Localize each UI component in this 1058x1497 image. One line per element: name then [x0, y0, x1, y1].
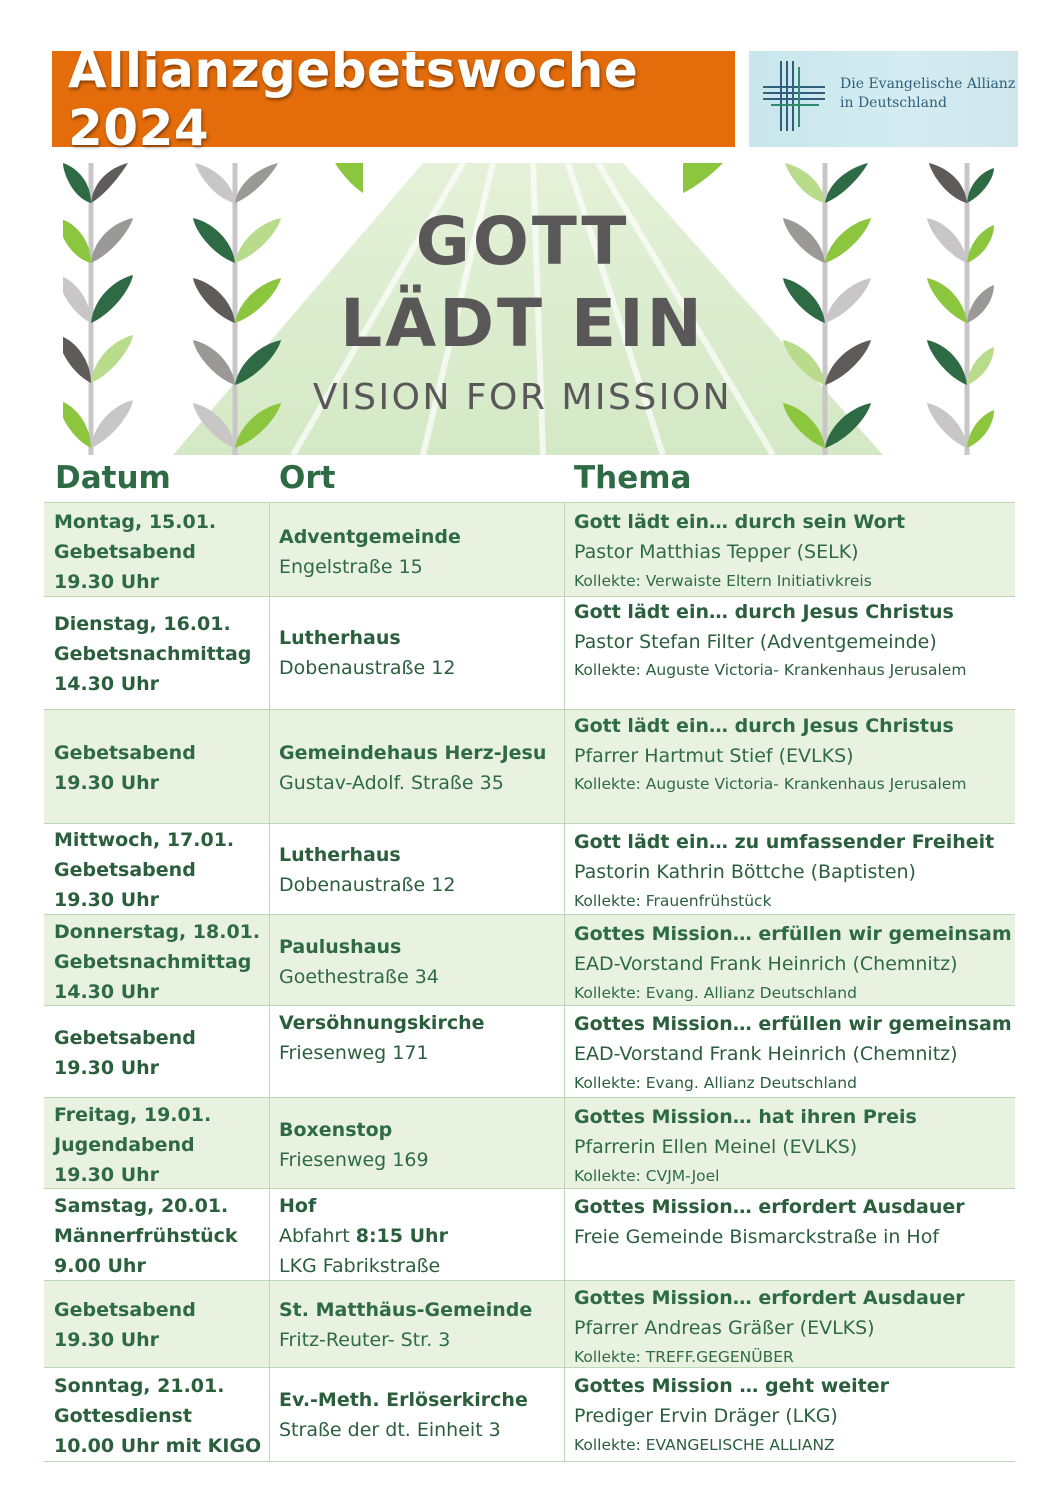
departure-line	[279, 1221, 448, 1251]
venue-name: Paulushaus	[279, 936, 402, 958]
venue-address: Friesenweg 169	[279, 1149, 429, 1171]
table-row	[44, 1280, 1015, 1368]
date-cell	[54, 1023, 196, 1083]
banner-heading-line1: GOTT	[415, 203, 630, 280]
collection: Kollekte: EVANGELISCHE ALLIANZ	[574, 1436, 835, 1454]
speaker: Pfarrerin Ellen Meinel (EVLKS)	[574, 1136, 858, 1158]
banner-subtitle: VISION FOR MISSION	[312, 377, 733, 418]
event-type: Gebetsabend	[54, 1299, 196, 1321]
topic-cell	[574, 1192, 965, 1252]
collection: Kollekte: Evang. Allianz Deutschland	[574, 984, 857, 1002]
venue-address: Dobenaustraße 12	[279, 657, 456, 679]
place-cell	[279, 738, 546, 798]
column-header-place: Ort	[279, 460, 336, 496]
date-day: Mittwoch, 17.01.	[54, 829, 235, 851]
date-cell	[54, 609, 251, 699]
topic-cell	[574, 919, 1012, 1007]
column-header-topic: Thema	[574, 460, 692, 496]
collection: Kollekte: CVJM-Joel	[574, 1167, 720, 1185]
date-cell	[54, 1100, 211, 1190]
event-time: 14.30 Uhr	[54, 673, 160, 695]
event-time: 19.30 Uhr	[54, 1329, 160, 1351]
date-cell	[54, 507, 216, 597]
place-cell	[279, 1008, 485, 1068]
event-type: Männerfrühstück	[54, 1225, 238, 1247]
topic-cell	[574, 1102, 917, 1190]
venue-name: Gemeindehaus Herz-Jesu	[279, 742, 547, 764]
date-cell	[54, 1371, 261, 1461]
place-cell	[279, 623, 455, 683]
topic-title: Gottes Mission… erfüllen wir gemeinsam	[574, 923, 1012, 945]
event-time: 9.00 Uhr	[54, 1255, 146, 1277]
page-title: Allianzgebetswoche 2024	[68, 41, 639, 157]
event-type: Jugendabend	[54, 1134, 195, 1156]
event-time: 19.30 Uhr	[54, 772, 160, 794]
topic-cell	[574, 1283, 965, 1371]
venue-address: LKG Fabrikstraße	[279, 1255, 441, 1277]
topic-title: Gottes Mission… erfordert Ausdauer	[574, 1196, 965, 1218]
collection: Kollekte: TREFF.GEGENÜBER	[574, 1348, 794, 1366]
logo-text	[840, 75, 1015, 113]
topic-cell	[574, 1371, 889, 1459]
venue-name: Lutherhaus	[279, 844, 401, 866]
date-cell	[54, 825, 234, 915]
speaker: Pastor Stefan Filter (Adventgemeinde)	[574, 631, 937, 653]
venue-address: Straße der dt. Einheit 3	[279, 1419, 501, 1441]
date-day: Freitag, 19.01.	[54, 1104, 212, 1126]
collection: Kollekte: Auguste Victoria- Krankenhaus Jerusalem	[574, 775, 967, 793]
venue-name: Boxenstop	[279, 1119, 393, 1141]
event-type: Gebetsabend	[54, 541, 196, 563]
date-cell	[54, 917, 260, 1007]
date-cell	[54, 738, 196, 798]
cross-logo-icon	[759, 57, 835, 137]
place-cell	[279, 1385, 528, 1445]
venue-name: Hof	[279, 1195, 317, 1217]
table-row	[44, 1097, 1015, 1189]
event-type: Gottesdienst	[54, 1405, 192, 1427]
event-time: 19.30 Uhr	[54, 571, 160, 593]
topic-title: Gott lädt ein… durch Jesus Christus	[574, 715, 954, 737]
table-row	[44, 823, 1015, 915]
event-type: Gebetsnachmittag	[54, 643, 252, 665]
place-cell	[279, 932, 439, 992]
date-cell	[54, 1191, 238, 1281]
place-cell	[279, 1115, 429, 1175]
banner-image	[63, 163, 994, 455]
speaker: Pfarrer Hartmut Stief (EVLKS)	[574, 745, 854, 767]
table-row	[44, 1005, 1015, 1098]
venue-address: Goethestraße 34	[279, 966, 439, 988]
venue-address: Engelstraße 15	[279, 556, 423, 578]
topic-title: Gottes Mission… erfüllen wir gemeinsam	[574, 1013, 1012, 1035]
event-type: Gebetsnachmittag	[54, 951, 252, 973]
date-day: Dienstag, 16.01.	[54, 613, 231, 635]
banner-heading-line2: LÄDT EIN	[340, 285, 705, 362]
speaker: Pfarrer Andreas Gräßer (EVLKS)	[574, 1317, 875, 1339]
topic-title: Gott lädt ein… zu umfassender Freiheit	[574, 831, 995, 853]
topic-cell	[574, 711, 974, 798]
logo-text-line2: in Deutschland	[840, 95, 947, 111]
venue-name: Ev.-Meth. Erlöserkirche	[279, 1389, 528, 1411]
table-row	[44, 1367, 1015, 1462]
collection: Kollekte: Frauenfrühstück	[574, 892, 772, 910]
table-row	[44, 1188, 1015, 1281]
topic-title: Gottes Mission… hat ihren Preis	[574, 1106, 917, 1128]
speaker: Pastor Matthias Tepper (SELK)	[574, 541, 859, 563]
event-time: 19.30 Uhr	[54, 1164, 160, 1186]
table-row	[44, 709, 1015, 824]
collection: Kollekte: Verwaiste Eltern Initiativkreis	[574, 572, 872, 590]
table-row	[44, 596, 1015, 710]
table-row	[44, 502, 1015, 597]
venue-address: Friesenweg 171	[279, 1042, 429, 1064]
collection: Kollekte: Evang. Allianz Deutschland	[574, 1074, 857, 1092]
venue-address: Fritz-Reuter- Str. 3	[279, 1329, 451, 1351]
event-time: 19.30 Uhr	[54, 1057, 160, 1079]
speaker: Freie Gemeinde Bismarckstraße in Hof	[574, 1226, 940, 1248]
speaker: EAD-Vorstand Frank Heinrich (Chemnitz)	[574, 1043, 958, 1065]
topic-title: Gott lädt ein… durch sein Wort	[574, 511, 906, 533]
date-cell	[54, 1295, 196, 1355]
column-header-date: Datum	[55, 460, 171, 496]
date-day: Donnerstag, 18.01.	[54, 921, 261, 943]
topic-cell	[574, 507, 905, 595]
topic-title: Gott lädt ein… durch Jesus Christus	[574, 601, 954, 623]
venue-name: St. Matthäus-Gemeinde	[279, 1299, 533, 1321]
event-type: Gebetsabend	[54, 742, 196, 764]
banner-text	[63, 163, 994, 455]
place-cell	[279, 1191, 448, 1281]
event-type: Gebetsabend	[54, 859, 196, 881]
topic-cell	[574, 597, 974, 684]
speaker: Prediger Ervin Dräger (LKG)	[574, 1405, 838, 1427]
departure-time: 8:15 Uhr	[355, 1225, 448, 1247]
table-row	[44, 914, 1015, 1006]
venue-address: Gustav-Adolf. Straße 35	[279, 772, 504, 794]
event-time: 19.30 Uhr	[54, 889, 160, 911]
speaker: Pastorin Kathrin Böttche (Baptisten)	[574, 861, 916, 883]
event-time: 10.00 Uhr mit KIGO	[54, 1435, 262, 1457]
departure-label: Abfahrt	[279, 1225, 356, 1247]
date-day: Samstag, 20.01.	[54, 1195, 229, 1217]
collection: Kollekte: Auguste Victoria- Krankenhaus Jerusalem	[574, 661, 967, 679]
place-cell	[279, 1295, 532, 1355]
topic-title: Gottes Mission … geht weiter	[574, 1375, 889, 1397]
logo-text-line1: Die Evangelische Allianz	[840, 76, 1016, 92]
place-cell	[279, 840, 455, 900]
place-cell	[279, 522, 461, 582]
topic-title: Gottes Mission… erfordert Ausdauer	[574, 1287, 965, 1309]
evangelical-alliance-logo	[749, 51, 1018, 147]
date-day: Montag, 15.01.	[54, 511, 217, 533]
topic-cell	[574, 827, 994, 915]
title-bar	[52, 41, 735, 157]
speaker: EAD-Vorstand Frank Heinrich (Chemnitz)	[574, 953, 958, 975]
venue-address: Dobenaustraße 12	[279, 874, 456, 896]
date-day: Sonntag, 21.01.	[54, 1375, 225, 1397]
event-time: 14.30 Uhr	[54, 981, 160, 1003]
event-type: Gebetsabend	[54, 1027, 196, 1049]
topic-cell	[574, 1009, 1012, 1097]
venue-name: Versöhnungskirche	[279, 1012, 485, 1034]
venue-name: Lutherhaus	[279, 627, 401, 649]
venue-name: Adventgemeinde	[279, 526, 461, 548]
